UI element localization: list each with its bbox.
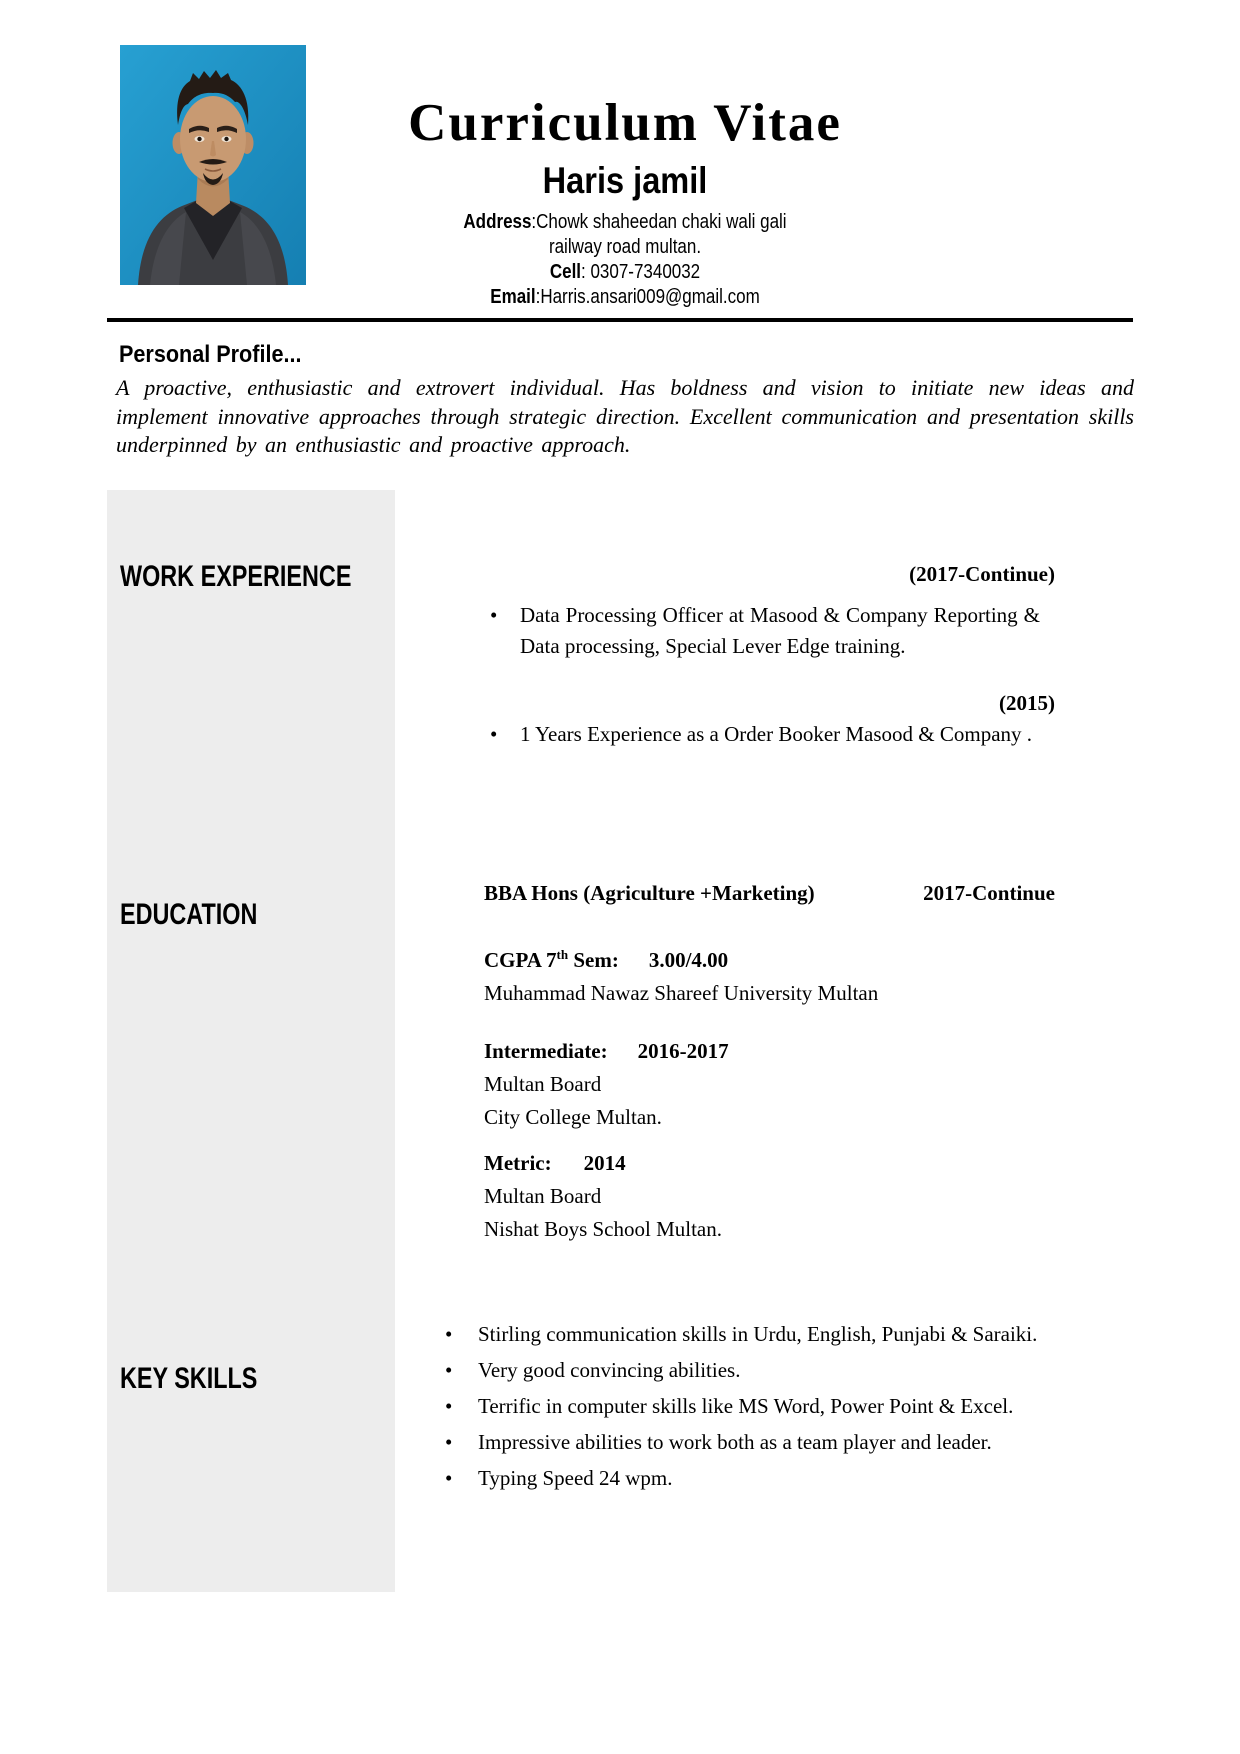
work-item: • 1 Years Experience as a Order Booker Masood & Company . — [520, 719, 1040, 750]
intermediate-period: 2016-2017 — [637, 1039, 729, 1063]
contact-block — [332, 210, 919, 310]
cell-value: : 0307-7340032 — [581, 261, 701, 284]
cgpa-value: 3.00/4.00 — [648, 948, 729, 972]
cgpa-label: CGPA 7th Sem: — [484, 947, 619, 972]
email-label: Email — [490, 286, 536, 309]
education-intermediate-row — [484, 1038, 1055, 1064]
portrait-svg — [120, 45, 306, 285]
work-item: • Data Processing Officer at Masood & Company Reporting & Data processing, Special Lever Edge training. — [520, 600, 1040, 662]
address-line-2: railway road multan. — [548, 236, 702, 259]
applicant-name: Haris jamil — [542, 159, 708, 201]
email-value: :Harris.ansari009@gmail.com — [535, 286, 760, 309]
cell-label: Cell — [549, 261, 582, 284]
intermediate-board: Multan Board — [484, 1072, 602, 1096]
sidebar — [107, 490, 395, 1592]
address-label: Address — [463, 211, 532, 234]
intermediate-label: Intermediate: — [484, 1039, 608, 1063]
applicant-photo — [120, 45, 306, 285]
sidebar-label-key-skills: KEY SKILLS — [120, 1362, 258, 1395]
education-degree-row — [484, 880, 1055, 906]
skill-item: • Terrific in computer skills like MS Word, Power Point & Excel. — [478, 1388, 1053, 1424]
skills-list — [478, 1316, 1053, 1496]
work-list-2 — [520, 719, 1040, 750]
metric-school: Nishat Boys School Multan. — [484, 1217, 723, 1241]
skill-item: • Very good convincing abilities. — [478, 1352, 1053, 1388]
work-list-1 — [520, 600, 1040, 662]
cell-line — [332, 260, 919, 285]
address-line-1 — [332, 210, 919, 235]
skill-item: • Typing Speed 24 wpm. — [478, 1460, 1053, 1496]
profile-text: A proactive, enthusiastic and extrovert individual. Has boldness and vision to initiate new ideas and implement innovative approaches through strategic direction. Excellent communication and presentation skills underpinned by an enthusiastic and proactive approach. — [116, 375, 1134, 457]
email-line — [332, 285, 919, 310]
education-metric-row — [484, 1150, 1055, 1176]
profile-heading: Personal Profile... — [119, 341, 302, 368]
ordinal-suffix: th — [556, 947, 569, 962]
intermediate-school: City College Multan. — [484, 1105, 662, 1129]
education-university: Muhammad Nawaz Shareef University Multan — [484, 981, 879, 1005]
page-title: Curriculum Vitae — [408, 94, 842, 152]
work-period-1: (2017-Continue) — [909, 562, 1055, 586]
metric-board: Multan Board — [484, 1184, 602, 1208]
metric-period: 2014 — [583, 1151, 626, 1175]
skill-item: • Stirling communication skills in Urdu, English, Punjabi & Saraiki. — [478, 1316, 1053, 1352]
sidebar-label-education: EDUCATION — [120, 898, 258, 931]
metric-label: Metric: — [484, 1151, 552, 1175]
sidebar-label-work-experience: WORK EXPERIENCE — [120, 560, 352, 593]
degree-title: BBA Hons (Agriculture +Marketing) — [484, 881, 815, 905]
address-value: :Chowk shaheedan chaki wali gali — [531, 211, 787, 234]
degree-period: 2017-Continue — [923, 881, 1055, 905]
work-period-2: (2015) — [999, 691, 1055, 715]
skill-item: • Impressive abilities to work both as a team player and leader. — [478, 1424, 1053, 1460]
header — [280, 96, 970, 310]
education-cgpa-row — [484, 947, 1055, 973]
header-divider — [107, 318, 1133, 322]
